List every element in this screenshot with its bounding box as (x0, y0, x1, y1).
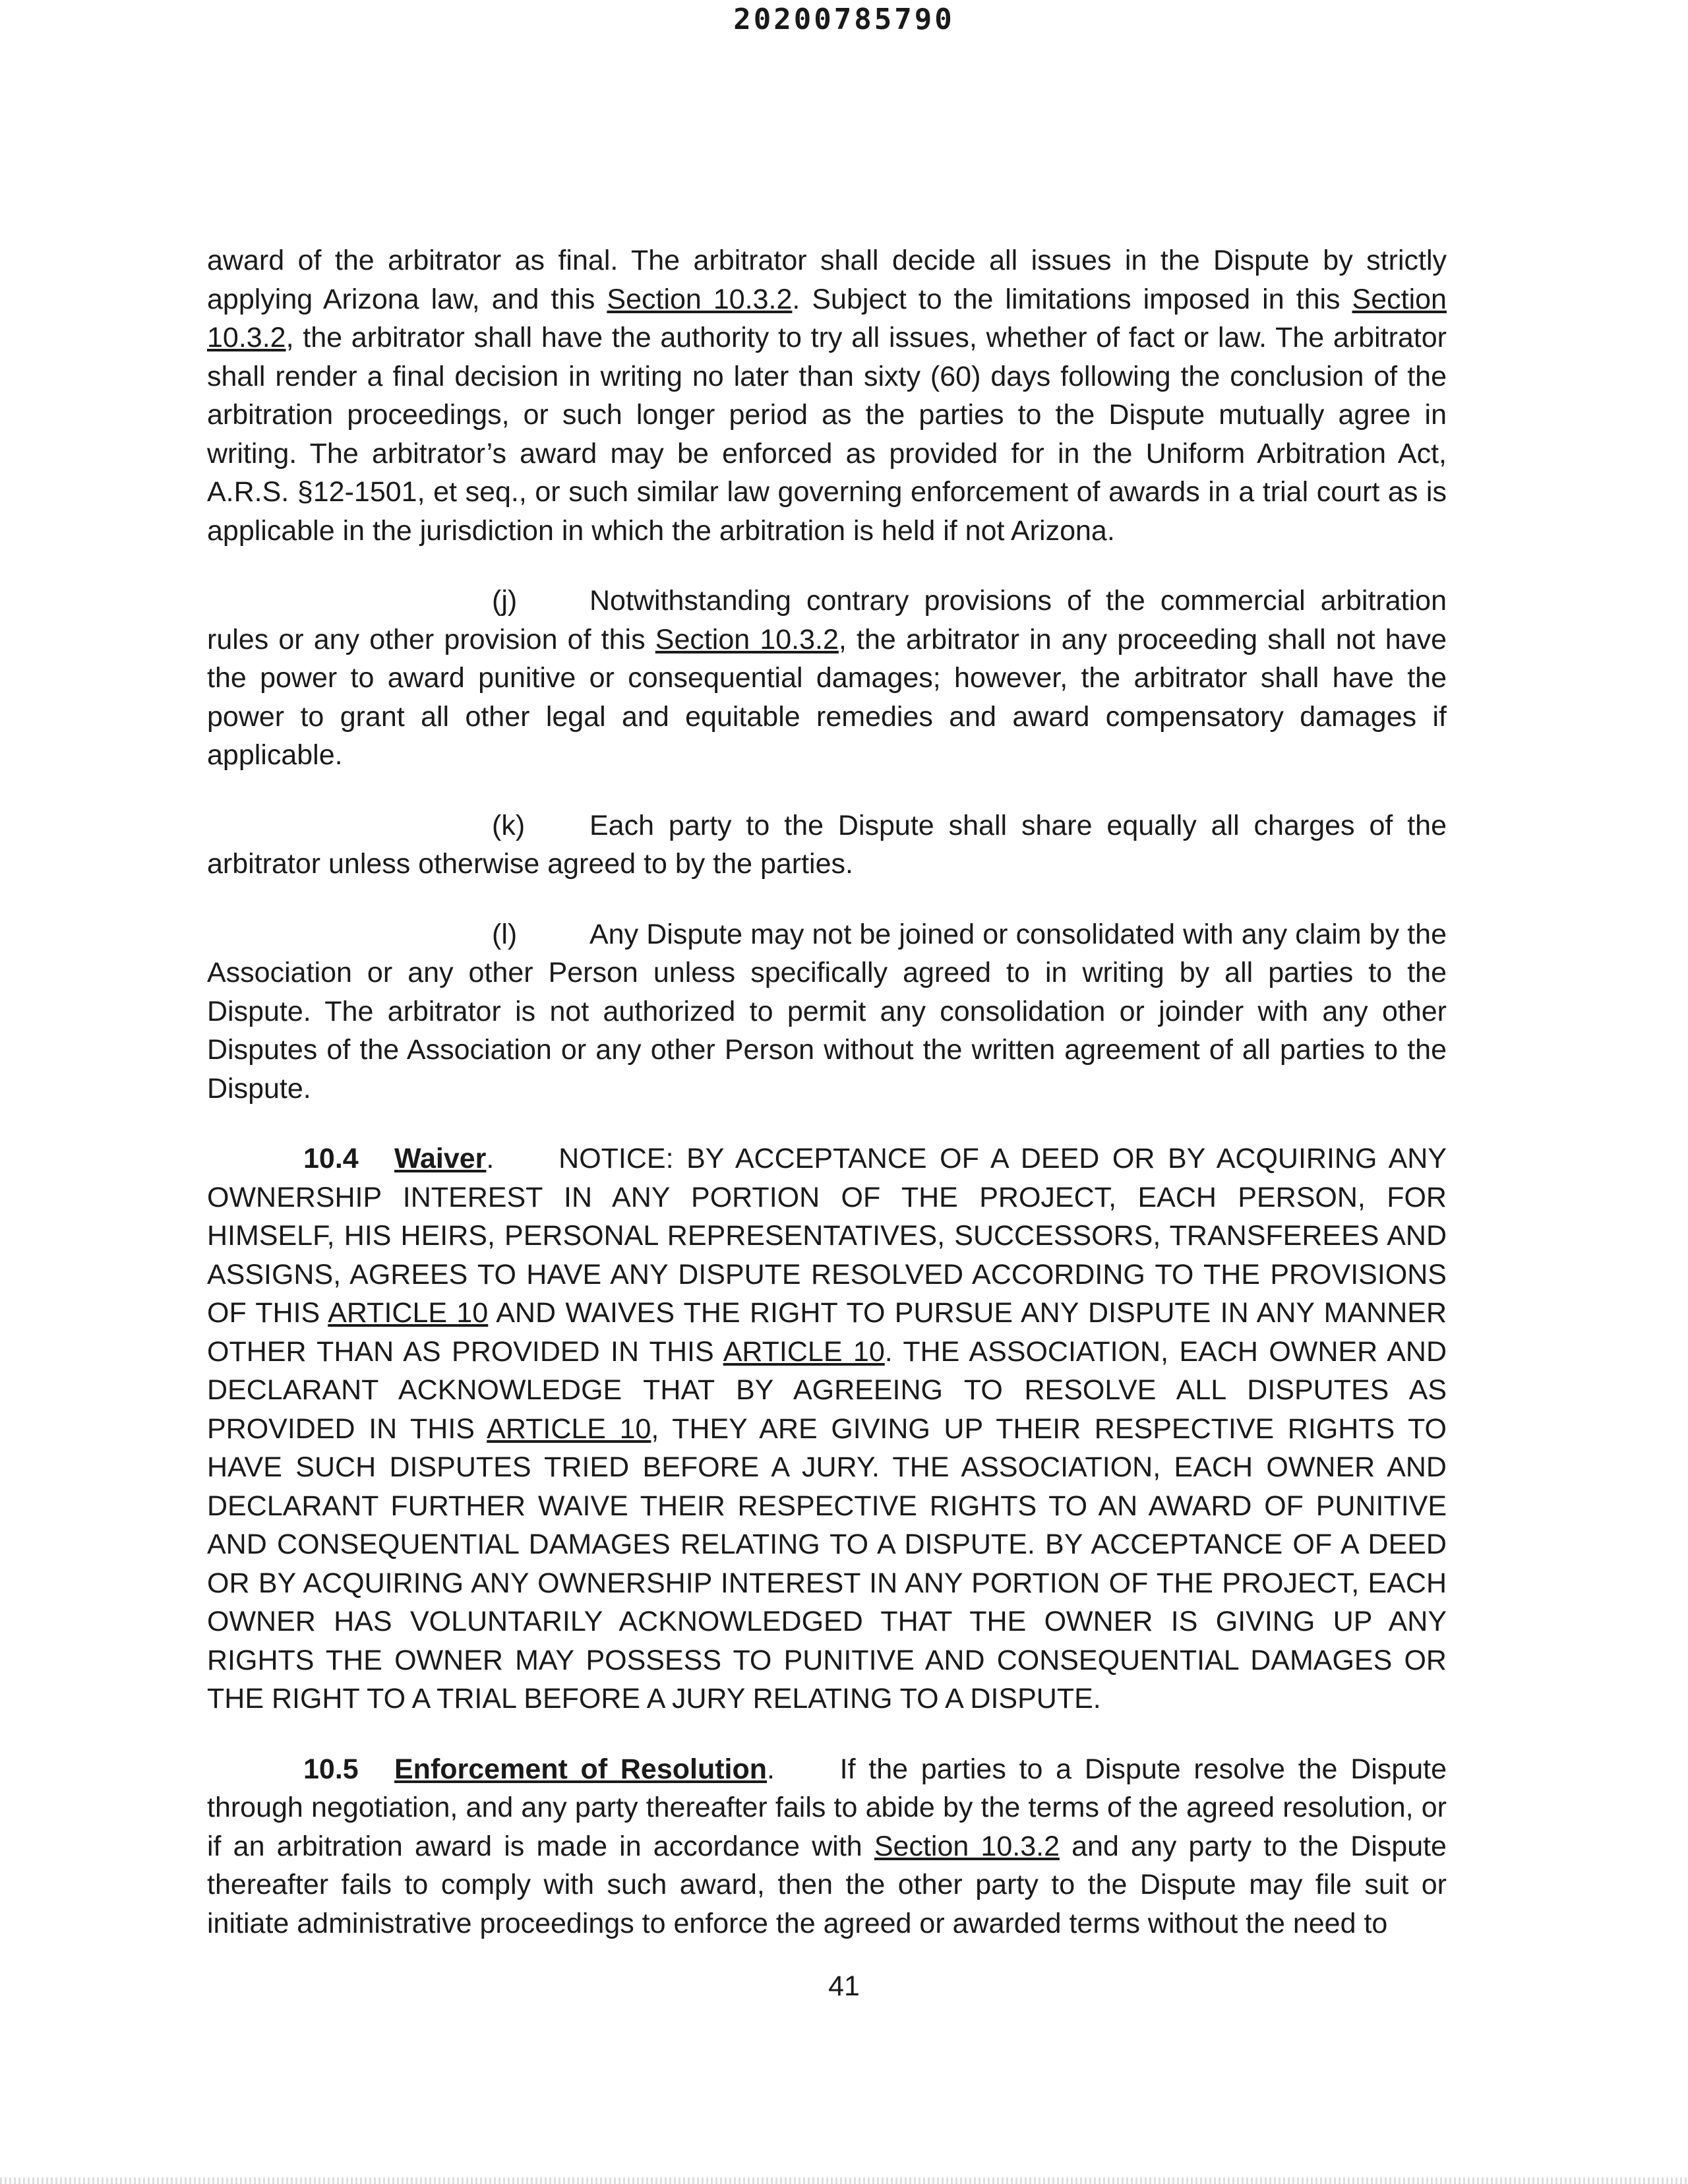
text-run: award of the arbitrator as final. The arbitrator shall decide all issues in the Dispute by strictly applying Arizona law, and this (207, 245, 1447, 315)
section-reference-link: Section 10.3.2 (207, 283, 1447, 353)
article-reference-link: ARTICLE 10 (723, 1335, 885, 1368)
section-reference-link: Section 10.3.2 (655, 623, 839, 655)
paragraph-l (207, 915, 1447, 1108)
text-run: . THE ASSOCIATION, EACH OWNER AND DECLARANT ACKNOWLEDGE THAT BY AGREEING TO RESOLVE ALL DISPUTES AS PROVIDED IN THIS (207, 1335, 1447, 1445)
text-run: , THEY ARE GIVING UP THEIR RESPECTIVE RIGHTS TO HAVE SUCH DISPUTES TRIED BEFORE A JURY. THE ASSOCIATION, EACH OWNER AND DECLARANT FURTHER WAIVE THEIR RESPECTIVE RIGHTS TO AN AWARD OF PUNITIVE AND CONSEQUENTIAL DAMAGES RELATING TO A DISPUTE. BY ACCEPTANCE OF A DEED OR BY ACQUIRING ANY OWNERSHIP INTEREST IN ANY PORTION OF THE PROJECT, EACH OWNER HAS VOLUNTARILY ACKNOWLEDGED THAT THE OWNER IS GIVING UP ANY RIGHTS THE OWNER MAY POSSESS TO PUNITIVE AND CONSEQUENTIAL DAMAGES OR THE RIGHT TO A TRIAL BEFORE A JURY RELATING TO A DISPUTE. (207, 1412, 1447, 1714)
section-number: 10.4 (303, 1143, 359, 1174)
section-reference-link: Section 10.3.2 (874, 1830, 1060, 1862)
text-run: . Subject to the limitations imposed in this (792, 283, 1352, 315)
heading-period: . (486, 1143, 559, 1174)
paragraph-j (207, 582, 1447, 775)
article-reference-link: ARTICLE 10 (328, 1297, 489, 1329)
scan-edge-artifact (0, 2177, 1688, 2184)
section-number: 10.5 (303, 1753, 359, 1785)
text-run: Any Dispute may not be joined or consolidated with any claim by the Association or any other Person unless specifically agreed to in writing by all parties to the Dispute. The arbitrator is not authorized to permit any consolidation or joinder with any other Disputes of the Association or any other Person without the written agreement of all parties to the Dispute. (207, 918, 1447, 1105)
text-run: , the arbitrator in any proceeding shall not have the power to award punitive or consequential damages; however, the arbitrator shall have the power to grant all other legal and equitable remedies and award compensatory damages if applicable. (207, 623, 1447, 771)
document-number: 20200785790 (733, 3, 955, 36)
text-run: , the arbitrator shall have the authority to try all issues, whether of fact or law. The arbitrator shall render a final decision in writing no later than sixty (60) days following the conclusion of the arbitration proceedings, or such longer period as the parties to the Dispute mutually agree in writing. The arbitrator’s award may be enforced as provided for in the Uniform Arbitration Act, A.R.S. §12-1501, et seq., or such similar law governing enforcement of awards in a trial court as is applicable in the jurisdiction in which the arbitration is held if not Arizona. (207, 322, 1447, 547)
section-heading: Waiver (394, 1143, 487, 1174)
text-run: AND WAIVES THE RIGHT TO PURSUE ANY DISPUTE IN ANY MANNER OTHER THAN AS PROVIDED IN THIS (207, 1297, 1447, 1368)
heading-period: . (767, 1753, 840, 1785)
text-run: Each party to the Dispute shall share equally all charges of the arbitrator unless otherwise agreed to by the parties. (207, 809, 1447, 880)
page-number: 41 (828, 1970, 860, 2002)
list-marker-l: (l) (492, 918, 518, 950)
document-body (207, 241, 1447, 1974)
text-run: Notwithstanding contrary provisions of the commercial arbitration rules or any other provision of this (207, 585, 1447, 655)
text-run: and any party to the Dispute thereafter fails to comply with such award, then the other party to the Dispute may file suit or initiate administrative proceedings to enforce the agreed or awarded terms without the need to (207, 1830, 1447, 1939)
list-marker-j: (j) (492, 585, 518, 617)
section-10-5-enforcement (207, 1750, 1447, 1943)
text-run: NOTICE: BY ACCEPTANCE OF A DEED OR BY ACQUIRING ANY OWNERSHIP INTEREST IN ANY PORTION OF THE PROJECT, EACH PERSON, FOR HIMSELF, HIS HEIRS, PERSONAL REPRESENTATIVES, SUCCESSORS, TRANSFEREES AND ASSIGNS, AGREES TO HAVE ANY DISPUTE RESOLVED ACCORDING TO THE PROVISIONS OF THIS (207, 1143, 1447, 1329)
section-heading: Enforcement of Resolution (394, 1753, 768, 1785)
list-marker-k: (k) (492, 809, 526, 841)
paragraph-arbitration-award (207, 241, 1447, 550)
section-reference-link: Section 10.3.2 (607, 283, 793, 315)
text-run: If the parties to a Dispute resolve the Dispute through negotiation, and any party thereafter fails to abide by the terms of the agreed resolution, or if an arbitration award is made in accordance with (207, 1753, 1447, 1862)
paragraph-k (207, 806, 1447, 884)
article-reference-link: ARTICLE 10 (487, 1412, 651, 1445)
section-10-4-waiver (207, 1139, 1447, 1718)
